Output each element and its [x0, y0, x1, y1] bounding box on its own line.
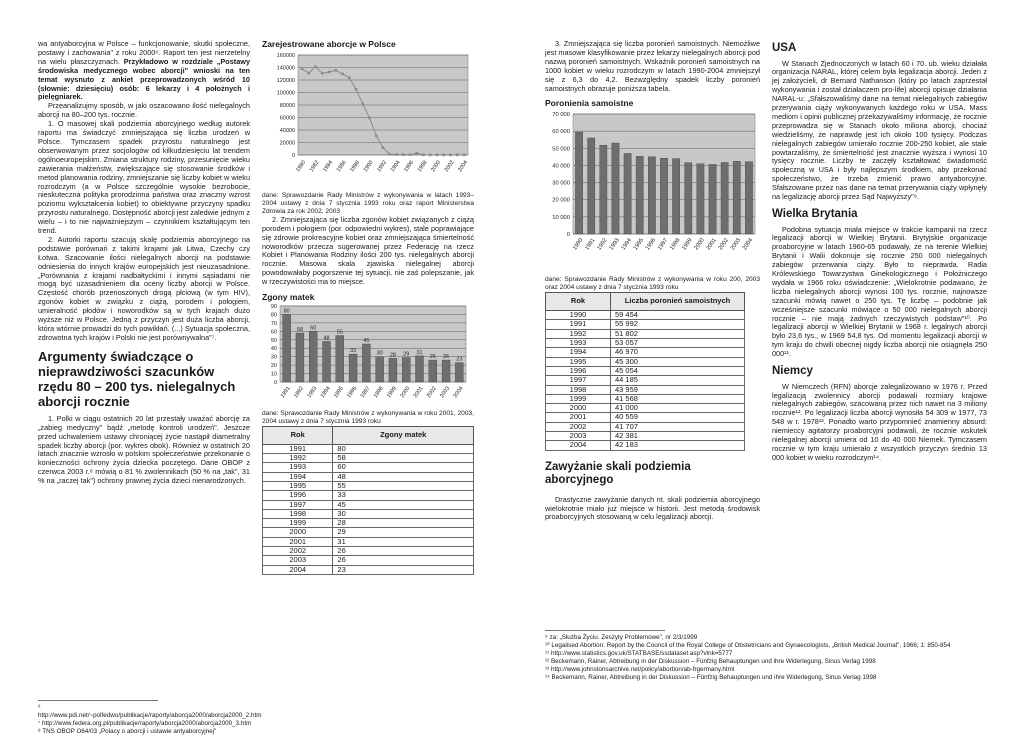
y-tick-label: 80 — [270, 312, 277, 319]
value-cell: 58 — [333, 454, 474, 463]
data-point — [382, 146, 385, 149]
year-cell: 1999 — [263, 519, 333, 528]
x-tick-label: 2003 — [729, 237, 743, 252]
bar — [600, 146, 607, 235]
table-row — [546, 376, 745, 385]
x-tick-label: 2000 — [693, 237, 706, 252]
table-row — [546, 385, 745, 394]
footnote: ¹⁰ Legalised Abortion: Report by the Council of the Royal College of Obstetricians and Gynaecologists, „British Medical Journal", 1966; 1: 850-854 — [545, 642, 951, 649]
x-tick-label: 1992 — [596, 237, 609, 252]
table-row — [546, 413, 745, 422]
bar — [672, 159, 679, 234]
table-row — [263, 556, 474, 565]
x-tick-label: 1994 — [319, 385, 332, 400]
x-tick-label: 1996 — [403, 159, 416, 174]
data-point — [348, 76, 351, 79]
data-point — [334, 69, 337, 72]
x-tick-label: 1995 — [332, 385, 345, 400]
table-row — [546, 441, 745, 450]
x-tick-label: 1992 — [376, 159, 389, 174]
y-tick-label: 20 — [270, 363, 277, 370]
data-point — [307, 72, 310, 75]
value-cell: 55 992 — [611, 320, 745, 329]
value-cell: 45 — [333, 500, 474, 509]
y-tick-label: 60 000 — [552, 129, 570, 136]
value-cell: 45 300 — [611, 357, 745, 366]
bar — [323, 341, 331, 382]
x-tick-label: 1990 — [572, 237, 585, 252]
footnotes-left — [38, 700, 262, 736]
bar — [709, 165, 716, 235]
x-tick-label: 2002 — [717, 237, 731, 252]
data-point — [463, 153, 466, 156]
table-row — [263, 500, 474, 509]
y-tick-label: 50 — [270, 337, 277, 344]
bar — [648, 157, 655, 234]
value-cell: 41 000 — [611, 404, 745, 413]
footnote: ⁹ za: „Służba Życiu. Zeszyty Problemowe", nr 2/3/1999 — [545, 634, 698, 641]
data-point — [429, 154, 432, 157]
value-cell: 41 707 — [611, 422, 745, 431]
year-cell: 1996 — [546, 366, 611, 375]
data-point — [402, 153, 405, 156]
year-cell: 1991 — [263, 444, 333, 453]
bar — [389, 358, 397, 382]
year-cell: 1999 — [546, 394, 611, 403]
year-cell: 2004 — [546, 441, 611, 450]
value-cell: 46 970 — [611, 348, 745, 357]
x-tick-label: 1995 — [632, 237, 646, 252]
x-tick-label: 2004 — [457, 159, 470, 174]
value-cell: 42 381 — [611, 432, 745, 441]
miscarriages-table — [545, 292, 745, 450]
x-tick-label: 1991 — [584, 237, 597, 252]
data-point — [449, 154, 452, 157]
column-4 — [772, 40, 987, 463]
value-cell: 30 — [333, 509, 474, 518]
line-chart-abortions — [262, 49, 474, 189]
y-tick-label: 20000 — [279, 140, 295, 147]
column-3 — [545, 40, 760, 522]
year-cell: 2002 — [263, 547, 333, 556]
paragraph: Przeanalizujmy sposób, w jaki oszacowano ilość nielegalnych aborcji na 80–200 tys. rocznie. — [38, 101, 250, 120]
chart-caption: dane: Sprawozdanie Rady Ministrów z wykonywania w roku 2001, 2003, 2004 ustawy z dnia 7 stycznia 1993 roku — [262, 409, 474, 425]
data-point — [422, 153, 425, 156]
y-tick-label: 70 — [270, 320, 277, 327]
value-cell: 43 959 — [611, 385, 745, 394]
x-tick-label: 1994 — [389, 159, 402, 174]
footnote[interactable]: ⁶ http://www.pdi.net/~polfedwo/publikacje/raporty/aborcja2000/aborcja2000_2.htm — [38, 704, 262, 719]
section-heading-uk: Wielka Brytania — [772, 208, 858, 220]
bar — [697, 164, 704, 234]
paragraph: 2. Zmniejszająca się liczba zgonów kobiet związanych z ciążą porodem i połogiem (por. odpowiedni wykres), stale poprawiające się zdrowie prokreacyjne kobiet oraz zmniejszająca śmiertelność noworodków przecza sugerowanej przez Federację na rzecz Kobiet i Planowania Rodziny ilości 200 tys. nielegalnych aborcji rocznie. Masowa skala zjawiska nielegalnej aborcji powodowałaby pogorszenie tej sytuacji, nie zaś polepszanie, jak w rzeczywistości ma to miejsce. — [262, 214, 474, 287]
value-cell: 28 — [333, 519, 474, 528]
year-cell: 2004 — [263, 565, 333, 574]
table-row — [263, 491, 474, 500]
bar — [660, 159, 667, 235]
bar-chart-miscarriages — [545, 108, 760, 273]
x-tick-label: 2003 — [439, 385, 452, 400]
y-tick-label: 100000 — [276, 90, 295, 97]
bar — [612, 143, 619, 234]
year-cell: 2001 — [546, 413, 611, 422]
table-row — [263, 463, 474, 472]
table-row — [263, 565, 474, 574]
x-tick-label: 1993 — [608, 237, 621, 252]
year-cell: 2001 — [263, 537, 333, 546]
x-tick-label: 1993 — [306, 385, 319, 400]
data-label: 23 — [456, 356, 463, 363]
data-label: 60 — [310, 325, 317, 332]
section-heading-germany: Niemcy — [772, 365, 813, 378]
data-point — [409, 153, 412, 156]
x-tick-label: 2004 — [452, 385, 465, 400]
data-point — [436, 154, 439, 157]
table-header: Zgony matek — [333, 426, 474, 444]
table-row — [546, 320, 745, 329]
bar — [296, 333, 304, 382]
footnote[interactable]: ⁷ http://www.federa.org.pl/publikacje/raporty/aborcja2000/aborcja2000_3.htm — [38, 720, 252, 727]
bar — [429, 360, 437, 382]
paragraph: 3. Zmniejszająca się liczba poronień samoistnych. Niemożliwe jest masowe klasyfikowanie przez lekarzy nielegalnych aborcji pod nazwą poronień samoistnych. Wskaźnik poronień samoistnych na 1000 kobiet w wieku rozrodczym w latach 1990-2004 zmniejszył się z 6,3 do 4,2. Bezwzględny spadek liczby poronień samoistnych obrazuje poniższa tabela. — [545, 39, 760, 93]
data-label: 28 — [389, 352, 396, 359]
paragraph: 1. Polki w ciągu ostatnich 20 lat przestały uważać aborcję za „zabieg medyczny" bądź „metodę kontroli urodzeń". Jeszcze przed uchwaleniem ustawy chroniącej życie nastąpił diametralny spadek liczby aborcji (por. wykres obok). Również w ostatnich 20 latach znacznie wzrosło w polskim społeczeństwie przekonanie o konieczności ochrony życia dziecka poczętego. Dane OBOP z czerwca 2003 r.⁸ mówią o 81 % zwolennikach (50 % na „tak", 31 % na „raczej tak") ochrony prawnej życia dzieci nienarodzonych. — [38, 413, 250, 486]
year-cell: 1995 — [546, 357, 611, 366]
year-cell: 1998 — [263, 509, 333, 518]
value-cell: 55 — [333, 481, 474, 490]
y-tick-label: 120000 — [276, 77, 295, 84]
data-label: 33 — [350, 348, 357, 355]
bold-text: Przykładowo w rozdziale „Postawy środowiska medycznego wobec aborcji" wnioski na ten temat wysnuto z ankiet przeprowadzonych wśród 10 (słownie: dziesięciu) osób: 6 lekarzy i 4 położnych i pielęgniarek. — [38, 56, 251, 102]
y-tick-label: 20 000 — [552, 198, 570, 205]
year-cell: 2003 — [546, 432, 611, 441]
y-tick-label: 30 — [270, 354, 277, 361]
table-row — [263, 528, 474, 537]
year-cell: 1996 — [263, 491, 333, 500]
plot-area — [280, 306, 466, 382]
year-cell: 1997 — [263, 500, 333, 509]
y-tick-label: 40 000 — [552, 163, 570, 170]
year-cell: 1994 — [546, 348, 611, 357]
bar — [336, 336, 344, 382]
section-heading-usa: USA — [772, 42, 797, 54]
y-tick-label: 40 — [270, 346, 277, 353]
y-tick-label: 40000 — [279, 127, 295, 134]
y-tick-label: 60000 — [279, 115, 295, 122]
value-cell: 44 185 — [611, 376, 745, 385]
bar-chart-maternal-deaths — [262, 302, 474, 407]
data-point — [375, 134, 378, 137]
table-row — [546, 348, 745, 357]
year-cell: 1993 — [546, 339, 611, 348]
y-tick-label: 0 — [273, 379, 277, 386]
footnotes-right — [545, 630, 985, 682]
year-cell: 1994 — [263, 472, 333, 481]
y-tick-label: 0 — [291, 152, 295, 159]
y-tick-label: 50 000 — [552, 146, 570, 153]
x-tick-label: 2000 — [399, 385, 412, 400]
data-label: 58 — [296, 326, 303, 333]
x-tick-label: 1982 — [308, 159, 321, 174]
x-tick-label: 1984 — [322, 159, 335, 174]
x-tick-label: 1996 — [644, 237, 658, 252]
footnote: ¹² Beckemann, Rainer, Abtreibung in der Diskussion – Fünfzig Behauptungen und ihre Widerlegung, Sinus Verlag 1998 — [545, 658, 876, 665]
data-label: 55 — [336, 329, 343, 336]
footnote: ¹⁴ Beckemann, Rainer, Abtreibung in der Diskussion – Fünfzig Behauptungen und ihre Widerlegung, Sinus Verlag 1998 — [545, 674, 877, 681]
section-heading: Zawyżanie skali podziemia aborcyjnego — [545, 460, 691, 487]
year-cell: 1997 — [546, 376, 611, 385]
year-cell: 1995 — [263, 481, 333, 490]
footnote: ⁸ TNS OBOP O64/03 „Polacy o aborcji i ustawie antyaborcyjnej" — [38, 728, 217, 735]
x-tick-label: 2001 — [412, 385, 425, 400]
value-cell: 48 — [333, 472, 474, 481]
y-tick-label: 0 — [566, 232, 570, 239]
x-tick-label: 1998 — [669, 237, 682, 252]
y-tick-label: 10 000 — [552, 215, 570, 222]
y-tick-label: 70 000 — [552, 112, 570, 119]
value-cell: 26 — [333, 556, 474, 565]
value-cell: 23 — [333, 565, 474, 574]
year-cell: 1993 — [263, 463, 333, 472]
data-point — [442, 154, 445, 157]
chart-caption: dane: Sprawozdanie Rady Ministrów z wykonywania w roku 200, 2003 oraz 2004 ustawy z dnia 7 stycznia 1993 roku — [545, 276, 760, 292]
year-cell: 2002 — [546, 422, 611, 431]
data-label: 48 — [323, 335, 330, 342]
bar — [455, 363, 463, 382]
x-tick-label: 1994 — [620, 237, 633, 252]
bar — [416, 356, 424, 382]
bar — [402, 357, 410, 381]
footnote[interactable]: ¹³ http://www.johnstonsarchive.net/policy/abortion/ab-frgermany.html — [545, 666, 735, 673]
value-cell: 26 — [333, 547, 474, 556]
chart-title: Zarejestrowane aborcje w Polsce — [262, 39, 396, 49]
value-cell: 29 — [333, 528, 474, 537]
data-label: 31 — [416, 349, 423, 356]
x-tick-label: 2001 — [705, 237, 718, 252]
bar — [575, 132, 582, 234]
year-cell: 2000 — [263, 528, 333, 537]
y-tick-label: 160000 — [276, 52, 295, 59]
value-cell: 40 559 — [611, 413, 745, 422]
y-tick-label: 80000 — [279, 102, 295, 109]
bar — [624, 154, 631, 235]
table-header: Liczba poronień samoistnych — [611, 293, 745, 311]
data-point — [361, 102, 364, 105]
x-tick-label: 1997 — [657, 237, 670, 252]
year-cell: 1992 — [546, 329, 611, 338]
y-tick-label: 140000 — [276, 65, 295, 72]
year-cell: 2003 — [263, 556, 333, 565]
x-tick-label: 1986 — [335, 159, 348, 174]
data-point — [328, 71, 331, 74]
chart-title: Zgony matek — [262, 292, 315, 303]
bar — [721, 163, 728, 234]
value-cell: 80 — [333, 444, 474, 453]
data-label: 80 — [283, 308, 290, 315]
value-cell: 42 183 — [611, 441, 745, 450]
data-point — [301, 67, 304, 70]
x-tick-label: 1980 — [295, 159, 308, 174]
data-point — [321, 72, 324, 75]
value-cell: 31 — [333, 537, 474, 546]
paragraph: 1. O masowej skali podziemia aborcyjnego według autorek raportu ma świadczyć zmniejszająca się liczba urodzeń w Polsce. Tymczasem spadek przyrostu naturalnego jest obserwowanym przez socjologów od kilkudziesięciu lat trendem ogólnoeuropejskim. Zmiana struktury rodziny, przesunięcie wieku zawierania małżeństw, zwiększające się stosowanie środków i metod planowania rodziny, zmniejszanie się liczby kobiet w wieku rozrodczym (a w Polsce szczególnie wysokie bezrobocie, nieskuteczna polityka prorodzinna państwa oraz znaczny wzrost poziomu wykształcenia kobiet) to obiektywne przyczyny spadku przyrostu naturalnego. Dostępność aborcji jest zaledwie jednym z wielu – i to nie najważniejszym – czynnikiem kształtującym ten trend. — [38, 119, 250, 236]
bar — [745, 162, 752, 234]
data-label: 30 — [376, 350, 383, 357]
x-tick-label: 1997 — [359, 385, 372, 400]
x-tick-label: 1996 — [346, 385, 359, 400]
x-tick-label: 2000 — [430, 159, 443, 174]
data-point — [368, 116, 371, 119]
y-tick-label: 10 — [270, 371, 277, 378]
value-cell: 53 057 — [611, 339, 745, 348]
paragraph: 2. Autorki raportu szacują skalę podziemia aborcyjnego na podstawie porównań z takimi krajami jak Litwa, Czechy czy Łotwa. Szacowanie ilości nielegalnych aborcji na podstawie odniesienia do innych krajów europejskich jest nieuzasadnione. „Porównania z krajami nadbałtyckimi i innymi sąsiadami nie mogą być uzasadnieniem dla oceny liczby aborcji w Polsce. Częstość chorób przenoszonych drogą płciową (w tym HIV), zgonów kobiet w związku z ciążą, porodem i połogiem, umieralność płodów i noworodków są w tych krajach dużo wyższe niż w Polsce. Jedną z przyczyn jest duża liczba aborcji, która wtórnie prowadzi do tych powikłań. (...) Sytuacja społeczna, zdrowotna tych krajów i Polski nie jest porównywalna"⁷. — [38, 234, 250, 342]
bar — [442, 360, 450, 382]
bar — [362, 344, 370, 382]
x-tick-label: 2002 — [425, 385, 438, 400]
section-heading: Argumenty świadczące o nieprawdziwości szacunków rzędu 80 – 200 tys. nielegalnych aborcji rocznie — [38, 348, 236, 409]
x-tick-label: 2002 — [443, 159, 456, 174]
data-point — [388, 153, 391, 156]
year-cell: 1990 — [546, 311, 611, 320]
data-label: 26 — [429, 354, 436, 361]
footnote[interactable]: ¹¹ http://www.statistics.gov.uk/STATBASE/ssdataset.asp?vlnk=5777 — [545, 650, 733, 657]
value-cell: 51 802 — [611, 329, 745, 338]
value-cell: 33 — [333, 491, 474, 500]
data-point — [355, 88, 358, 91]
data-label: 29 — [403, 351, 410, 358]
x-tick-label: 1998 — [416, 159, 429, 174]
paragraph: wa antyaborcyjna w Polsce – funkcjonowanie, skutki społeczne, postawy i zachowania" z roku 2000⁶. Raport ten jest nierzetelny na wielu płaszczyznach. Przykładowo w rozdziale „Postawy środowiska medycznego wobec aborcji" wnioski na ten temat wysnuto z ankiet przeprowadzonych wśród 10 (słownie: dziesięciu) osób: 6 lekarzy i 4 położnych i pielęgniarek. — [38, 39, 251, 102]
bar — [685, 163, 692, 234]
value-cell: 60 — [333, 463, 474, 472]
paragraph: Podobna sytuacja miała miejsce w trakcie kampanii na rzecz legalizacji aborcji w Wielkiej Brytanii. Brytyjskie organizacje proaborcyjne w latach 1960-65 podawały, że na terenie Wielkiej Brytanii i Walii dokonuje się rocznie 250 000 nielegalnych zabiegów przerwania ciąży. Było to nieprawda. Radia Królewskiego Towarzystwa Ginekologicznego i Położniczego wydała w 1966 roku oświadczenie: „Wielokrotnie podawano, że liczba nielegalnych aborcji wynosi 100 tys. rocznie, najnowsze szacunki mówią nawet o 250 tys. Tę liczbę – podobnie jak wcześniejsze szacunki mówiące o 50 000 nielegalnych aborcji rocznie – nie mają żadnych rzeczywistych podstaw"¹⁰. Po legalizacji aborcji w Wielkiej Brytanii w 1968 r. legalnych aborcji było 23,6 tys., w 1969 54,8 tys. Od momentu legalizacji aborcji w tym kraju do chwili obecnej nigdy liczba aborcji nie osiągnęła 250 000¹¹. — [772, 224, 987, 359]
bar — [588, 138, 595, 234]
data-point — [341, 73, 344, 76]
x-tick-label: 1999 — [681, 237, 694, 252]
bar — [283, 314, 291, 382]
column-2 — [262, 40, 474, 575]
paragraph: Drastyczne zawyżanie danych nt. skali podziemia aborcyjnego wielokrotnie miało już miejsce w historii. Jest metodą środowisk proaborcyjnych stosowaną w celu legalizacji aborcji. — [545, 494, 760, 522]
bar — [636, 157, 643, 235]
paragraph: W Stanach Zjednoczonych w latach 60 i 70. ub. wieku działała organizacja NARAL, której celem była legalizacja aborcji. Jeden z jej założycieli, dr Bernard Nathanson (który po latach zaprzestał wykonywania i został działaczem pro-life) aborcji opisuje działania NARAL-u: „Sfałszowaliśmy dane na temat nielegalnych zabiegów przerywania ciąży wykonywanych każdego roku w USA. Mass mediom i opinii publicznej przekazywaliśmy informację, że rocznie przeprowadza się w Stanach około miliona aborcji, chociaż wiedzieliśmy, że naprawdę jest ich około 100 tysięcy. Podczas nielegalnych zabiegów umierało rocznie 200-250 kobiet, ale stale powtarzaliśmy, że śmiertelność jest znacznie wyższa i wynosi 10 tysięcy rocznie. Liczby te zaczęły kształtować świadomość społeczną w USA i były najlepszym środkiem, aby przekonać społeczeństwo, że trzeba zmienić prawo antyaborcyjne. Sfałszowane przez nas dane na temat przerywania ciąży wpłynęły na legalizację aborcji przez Sąd Najwyższy"⁹. — [772, 58, 987, 202]
maternal-deaths-table — [262, 426, 474, 575]
y-tick-label: 90 — [270, 303, 277, 310]
year-cell: 1991 — [546, 320, 611, 329]
data-point — [314, 65, 317, 68]
x-tick-label: 2004 — [741, 237, 755, 252]
y-tick-label: 30 000 — [552, 180, 570, 187]
x-tick-label: 1998 — [372, 385, 385, 400]
x-tick-label: 1988 — [349, 159, 362, 174]
value-cell: 45 054 — [611, 366, 745, 375]
value-cell: 41 568 — [611, 394, 745, 403]
bar — [309, 331, 317, 382]
year-cell: 1992 — [263, 454, 333, 463]
table-header: Rok — [263, 426, 333, 444]
year-cell: 2000 — [546, 404, 611, 413]
x-tick-label: 1992 — [293, 385, 306, 400]
data-point — [395, 153, 398, 156]
year-cell: 1998 — [546, 385, 611, 394]
x-tick-label: 1999 — [386, 385, 399, 400]
bar — [376, 357, 384, 382]
value-cell: 59 454 — [611, 311, 745, 320]
bar — [733, 162, 740, 235]
chart-caption: dane: Sprawozdanie Rady Ministrów z wykonywania w latach 1993–2004 ustawy z dnia 7 stycznia 1993 roku oraz raport Ministerstwa Zdrowia za rok 2002, 2003 — [262, 191, 474, 215]
y-tick-label: 60 — [270, 329, 277, 336]
x-tick-label: 1990 — [362, 159, 375, 174]
table-header: Rok — [546, 293, 611, 311]
paragraph: W Niemczech (RFN) aborcje zalegalizowano w 1976 r. Przed legalizacją zwolennicy aborcji podawali rozmiary krajowe nielegalnych zabiegów, szacowaną przez nich nawet na 3 miliony rocznie¹². Po legalizacji liczba aborcji wynosiła 54 309 w 1977, 73 548 w r. 1978¹³. Ponadto warto przypomnieć znamienny absurd: niemieccy agitatorzy proaborcyjni podawali, że rocznie wskutek nielegalnej aborcji umiera od 10 do 40 000 Niemek. Tymczasem rocznie w tym kraju umierało z wszystkich przyczyn średnio 13 000 kobiet w wieku rozrodczym¹⁴. — [772, 381, 987, 462]
bar — [349, 354, 357, 382]
chart-title: Poronienia samoistne — [545, 98, 634, 109]
column-1 — [38, 40, 250, 486]
data-point — [456, 153, 459, 156]
data-point — [415, 152, 418, 155]
data-label: 45 — [363, 337, 370, 344]
data-label: 26 — [443, 354, 450, 361]
x-tick-label: 1991 — [279, 385, 292, 400]
